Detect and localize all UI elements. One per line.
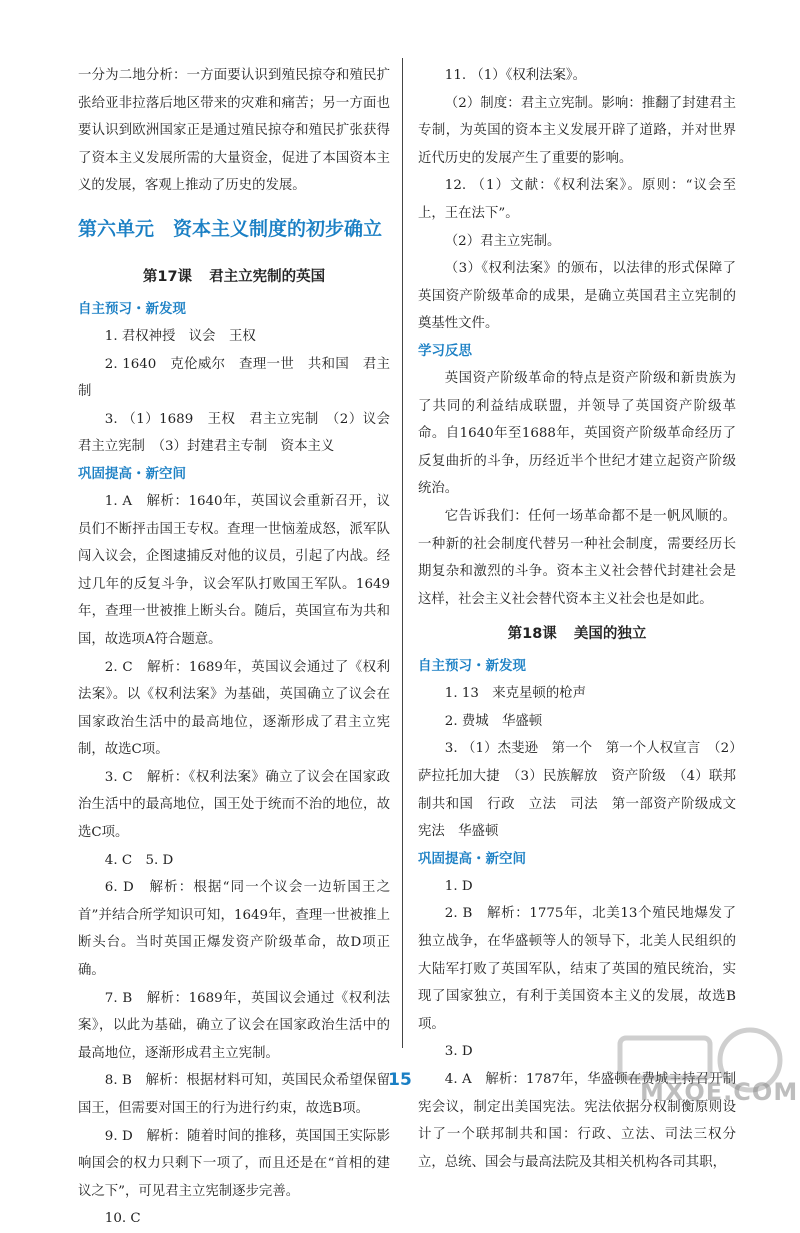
column-divider [402, 58, 403, 1048]
consolidate-heading-18: 巩固提高・新空间 [418, 850, 526, 867]
preview-heading-17: 自主预习・新发现 [78, 300, 186, 317]
unit-title: 第六单元 资本主义制度的初步确立 [78, 217, 383, 240]
answer-item: 10. C [104, 1211, 141, 1227]
answer-item: 6. D 解析：根据“同一个议会一边斩国王之首”并结合所学知识可知，1649年，查理一世被推上断头台。当时英国正爆发资产阶级革命，故D项正确。 [78, 880, 390, 979]
preview-line: 3. （1）1689 王权 君主立宪制 （2）议会 君主立宪制 （3）封建君主专制 资本主义 [78, 411, 404, 455]
answer-item: （2）君主立宪制。 [444, 233, 561, 249]
answer-item: 4. A 解析：1787年，华盛顿在费城主持召开制宪会议，制定出美国宪法。宪法依据分权制衡原则设计了一个联邦制共和国：行政、立法、司法三权分立，总统、国会与最高法院及其相关机构各司其职， [418, 1072, 736, 1170]
answer-item: 3. C 解析：《权利法案》确立了议会在国家政治生活中的最高地位，国王处于统而不治的地位，故选C项。 [78, 769, 390, 841]
reflect-heading: 学习反思 [418, 342, 472, 359]
answer-item: 11. （1）《权利法案》。 [444, 68, 586, 83]
preview-line: 2. 费城 华盛顿 [444, 713, 543, 729]
reflect-paragraph: 它告诉我们：任何一场革命都不是一帆风顺的。一种新的社会制度代替另一种社会制度，需要经历长期复杂和激烈的斗争。资本主义社会替代封建社会是这样，社会主义社会替代资本主义社会也是如此。 [418, 508, 736, 607]
lesson-17-name: 君主立宪制的英国 [209, 268, 326, 285]
preview-heading-18: 自主预习・新发现 [418, 658, 526, 675]
answer-item: 2. C 解析：1689年，英国议会通过了《权利法案》。以《权利法案》为基础，英国确立了议会在国家政治生活中的最高地位，逐渐形成了君主立宪制，故选C项。 [78, 659, 390, 758]
lesson-17-number: 第17课 [142, 268, 193, 285]
answer-item: （2）制度：君主立宪制。影响：推翻了封建君主专制，为英国的资本主义发展开辟了道路，并对世界近代历史的发展产生了重要的影响。 [418, 95, 736, 166]
answer-item: 1. D [444, 878, 473, 894]
lesson-18-number: 第18课 [507, 626, 557, 643]
preview-line: 3. （1）杰斐逊 第一个 第一个人权宣言 （2）萨拉托加大捷 （3）民族解放 资产阶级 （4）联邦制共和国 行政 立法 司法 第一部资产阶级成文宪法 华盛顿 [418, 741, 736, 840]
preview-line: 1. 君权神授 议会 王权 [104, 328, 256, 344]
answer-item: 7. B 解析：1689年，英国议会通过《权利法案》，以此为基础，确立了议会在国家政治生活中的最高地位，逐渐形成君主立宪制。 [78, 990, 390, 1061]
watermark-text: MXQE.COM [640, 1078, 799, 1106]
lesson-18-name: 美国的独立 [573, 626, 647, 643]
answer-item: 12. （1）文献：《权利法案》。原则：“议会至上，王在法下”。 [418, 178, 736, 221]
answer-item: 1. A 解析：1640年，英国议会重新召开，议员们不断抨击国王专权。查理一世恼羞成怒，派军队闯入议会，企图逮捕反对他的议员，引起了内战。经过几年的反复斗争，议会军队打败国王军队。1649年，查理一世被推上断头台。随后，英国宣布为共和国，故选项A符合题意。 [78, 493, 390, 647]
intro-paragraph: 一分为二地分析：一方面要认识到殖民掠夺和殖民扩张给亚非拉落后地区带来的灾难和痛苦；另一方面也要认识到欧洲国家正是通过殖民掠夺和殖民扩张获得了资本主义发展所需的大量资金，促进了本国资本主义的发展，客观上推动了历史的发展。 [78, 68, 390, 194]
preview-line: 1. 13 来克星顿的枪声 [444, 686, 586, 702]
answer-item: （3）《权利法案》的颁布，以法律的形式保障了英国资产阶级革命的成果，是确立英国君主立宪制的奠基性文件。 [418, 261, 736, 332]
answer-item: 9. D 解析：随着时间的推移，英国国王实际影响国会的权力只剩下一项了，而且还是在“首相的建议之下”，可见君主立宪制逐步完善。 [78, 1128, 390, 1199]
answer-item: 8. B 解析：根据材料可知，英国民众希望保留国王，但需要对国王的行为进行约束，故选B项。 [78, 1073, 390, 1116]
preview-line: 2. 1640 克伦威尔 查理一世 共和国 君主制 [78, 356, 390, 400]
answer-item: 4. C 5. D [104, 852, 174, 868]
lesson-17-title [78, 264, 390, 290]
lesson-18-title [418, 621, 736, 647]
answer-item: 3. D [444, 1044, 473, 1060]
consolidate-heading-17: 巩固提高・新空间 [78, 465, 186, 482]
answer-item: 2. B 解析：1775年，北美13个殖民地爆发了独立战争，在华盛顿等人的领导下，北美人民组织的大陆军打败了英国军队，结束了英国的殖民统治，实现了国家独立，有利于美国资本主义的发展，故选B项。 [418, 906, 736, 1032]
reflect-paragraph: 英国资产阶级革命的特点是资产阶级和新贵族为了共同的利益结成联盟，并领导了英国资产阶级革命。自1640年至1688年，英国资产阶级革命经历了反复曲折的斗争，历经近半个世纪才建立起资产阶级统治。 [418, 370, 736, 497]
page-number: 15 [388, 1070, 412, 1090]
